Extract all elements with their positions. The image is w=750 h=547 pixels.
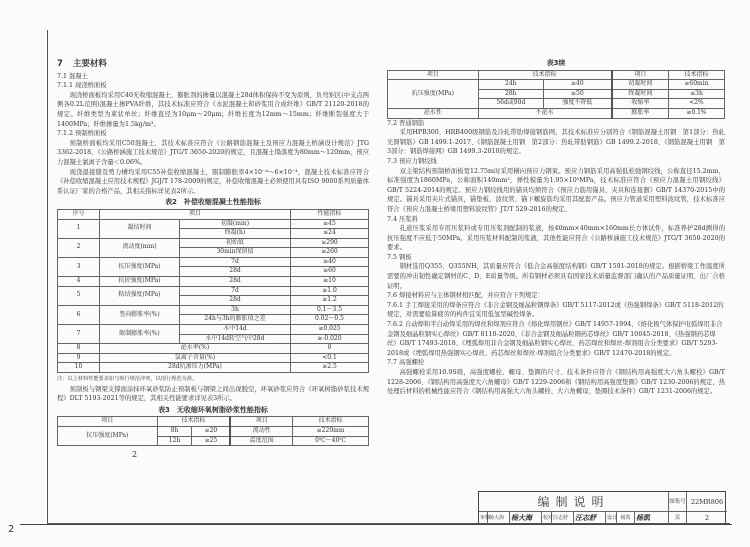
table-cell: 抗折强度(MPa) [100,277,180,287]
table-cell: ≥1.2 [291,296,369,306]
table-cell: 强度不降低 [543,99,611,109]
table-row [58,286,369,296]
paragraph-strand: 双主梁结构预制桥面板宽12.75m时采用横向预应力钢束。预应力钢筋采用高强低松弛钢绞线，公称直径15.2mm，标准强度为1860MPa，公称面积140mm²，弹性模量为1.95×10⁵MPa，技术标准应符合《预应力混凝土用钢绞线》GB/T 5224-2014的规定。预应力钢绞线用的锚具均须符合《预应力筋用锚具、夹具和连接器》GB/T 14370-2015中的规定。锚具采用夹片式锚具，锚垫板、波纹管、锚下螺旋筋均采用其配套产品。预应力管道采用塑料波纹管，技术标准应符合《预应力混凝土桥梁用塑料波纹管》JT/T 529-2016的规定。 [387,167,725,213]
table2-title: 表2 补偿收缩混凝土性能指标 [165,198,261,207]
table-cell: 氯离子含量(%) [100,353,291,363]
table-cell: 2 [58,238,100,257]
table-cell: ≥290 [291,238,369,248]
table-cell: 温度范围 [230,436,292,446]
table3-continued [387,70,725,119]
table-row [58,353,369,363]
table-cell: ≥60 [291,267,369,277]
table-cell: ≥45 [291,219,369,229]
table-cell: 不泌水 [478,108,612,118]
table-cell: 膨胀率 [612,108,669,118]
table-cell: ≥0.025 [291,325,369,335]
table3-continued-title: 表3续 [546,59,566,67]
checker-signature: 汪志舒 [574,512,606,524]
table-cell: 5 [58,286,100,305]
header-cell: 技术指标 [157,417,230,427]
header-cell: 技术指标 [668,70,724,80]
design-label: 设计 [606,512,617,524]
table-cell: 28h [478,89,543,99]
atlas-label: 图集号 [669,492,687,512]
header-cell: 技术指标 [478,70,612,80]
subsection-7-4: 7.4 压浆料 [387,215,418,223]
table3-title: 表3 无收缩环氧树脂砂浆性能指标 [158,405,268,414]
check-label: 校对 [542,512,552,524]
table-cell: 泌水率(%) [100,344,291,354]
table-row [58,219,369,229]
paragraph-bolts: 高强螺栓采用10.9S级，高强度螺栓、螺母、垫圈的尺寸、技术条件应符合《钢结构用高强度大六角头螺栓》GB/T 1228-2006、《钢结构用高强度大六角螺母》GB/T 1229-2006和《钢结构用高强度垫圈》GB/T 1230-2006的规定，热处理后材料的机械性能应符合《钢结构用高强大六角头螺栓、大六角螺母、垫圈技术条件》GB/T 1231-2006的规定。 [387,369,725,396]
section-heading [57,60,369,70]
review-label: 审核 [479,512,488,524]
table-cell: 12h [157,436,192,446]
header-cell: 序号 [58,209,100,219]
paragraph-compensating-concrete: 现浇湿接缝及剪力槽均采用C55补偿收缩混凝土，限制膨胀率4×10⁻⁴～6×10⁻⁴，混凝土技术标准应符合《补偿收缩混凝土应用技术规程》JGJ/T 178-2009的规定，补偿收缩混凝土必须使用具有ISO 9000系列质量体系认证厂家的合格产品，其相关指标详见表2所示。 [57,168,369,195]
table-cell: 初凝时间 [612,80,669,90]
table-row [58,209,369,219]
table-cell: 流动性 [230,426,292,436]
table-cell: 10 [58,363,100,373]
table-cell: 初凝(min) [180,219,291,229]
table-cell: ≥25 [192,436,230,446]
page-number: 2 [8,524,15,535]
table-cell: 9 [58,353,100,363]
header-cell: 项目 [230,417,292,427]
table-row [58,325,369,335]
page-number-box: 2 [704,514,710,522]
header-cell: 项目 [388,70,479,80]
table-cell: ≥1.0 [291,286,369,296]
subsection-7-3: 7.3 预应力钢绞线 [387,157,437,165]
paragraph-grout: 孔道压浆采用专用压浆料或专用压浆剂配制的浆液，按40mm×40mm×160mm长方体试件，标准养护28d测得的抗压强度不应低于50MPa。采用压浆材料配制的浆液，其他性能应符合《公路桥涵施工技术规范》JTG/T 3650-2020的要求。 [387,225,725,252]
table-cell: 抗压强度(MPa) [58,426,158,445]
table-cell: 0.1～3.5 [291,305,369,315]
table-cell: 56d或90d [478,99,543,109]
table-row [388,70,725,80]
subsection-7-1-1: 7.1.1 现浇桥面板 [57,82,107,90]
checker-name: 汪志舒 [552,512,574,524]
table-cell: 水中14d [180,325,291,335]
table-row [58,305,369,315]
table-cell: 流动度(mm) [100,238,180,257]
table-row [58,363,369,373]
subsection-7-5: 7.5 钢板 [387,253,412,261]
frame-bottom-line [20,524,732,525]
paragraph-precast-deck: 预制桥面板均采用C50混凝土，其技术标准应符合《公路钢筋混凝土及预应力混凝土桥涵设计规范》JTG 3362-2018、《公路桥涵施工技术规范》JTG/T 3650-2020的规定，且混凝土塌落度为80mm～120mm，预应力混凝土氯离子含量＜0.06%。 [57,139,369,166]
table-cell: 0℃～40℃ [293,436,369,446]
table-cell: ≥40 [543,80,611,90]
table-cell: 24h [478,80,543,90]
table-row [58,344,369,354]
table-row [58,417,369,427]
table-cell: 28d抗渗压力(MPa) [100,363,291,373]
table-cell: ≤24 [291,229,369,239]
table-cell: 抗压强度(MPa) [100,257,180,276]
subsection-7-6-1: 7.6.1 手工焊接采用的焊条应符合《非合金钢及细晶粒钢焊条》GB/T 5117-2012或《热强钢焊条》GB/T 5118-2012的规定，对需要验算疲劳的构件宜采用低氢型碱性焊条。 [387,301,724,319]
table-cell: 7 [58,325,100,344]
title-block [478,491,726,523]
page-label: 页 [669,512,687,524]
table-cell: 收缩率 [612,99,669,109]
table3-epoxy-performance [57,416,369,446]
table-cell: ≥-0.020 [291,334,369,344]
table-cell: 抗压强度(MPa) [388,80,479,109]
table-cell: 粘结强度(MPa) [100,286,180,305]
table-cell: 凝结时间 [100,219,180,238]
subsection-7-1: 7.1 混凝土 [57,72,88,80]
table-cell: ≥60min [668,80,724,90]
reviewer-signature: 杨大海 [510,512,542,524]
subsection-7-7: 7.7 高强螺栓 [387,359,425,367]
table-cell: ≥2.5 [291,363,369,373]
table2-concrete-performance [57,209,369,373]
table-cell: <2% [668,99,724,109]
reviewer-name: 杨大海 [488,512,510,524]
table-cell: 28d [180,296,291,306]
paragraph-steel-plate: 钢材选用Q355、Q355NH，其质量应符合《低合金高强度结构钢》GB/T 1591-2018的规定。根据桥梁工作温度所需要的冲击韧性确定钢材的C、D、E质量等级。所有钢材必须具有国家技术质量监督部门确认的产品质量证明、出厂合格证明。 [387,263,725,290]
subsection-7-6-2: 7.6.2 自动焊和半自动焊采用的焊丝和焊剂应符合《熔化焊用钢丝》GB/T 14957-1994、《熔化极气体保护电弧焊用非合金钢及细晶粒钢实心焊丝》GB/T 8110-2020、《非合金钢及细晶粒钢药芯焊丝》GB/T 10045-2018、《热强钢药芯焊丝》GB/T 17493-2018、《埋弧焊用非合金钢及细晶粒钢实心焊丝、药芯焊丝和焊丝-焊剂组合分类要求》GB/T 5293-2018或《埋弧焊用热强钢实心焊丝、药芯焊丝和焊丝-焊剂组合分类要求》GB/T 12470-2018的规定。 [387,321,723,357]
drawing-title: 编制说明 [479,492,669,512]
subsection-7-2: 7.2 普通钢筋 [387,119,425,127]
table-cell: 7d [180,286,291,296]
paragraph-epoxy-mortar: 预制板与钢梁支撑面涂抹环氧砂浆防止预制板与钢梁之间出现脱空，环氧砂浆应符合《环氧树脂砂浆技术规程》DLT 5193-2021等的规定，其相关性能要求详见表3所示。 [57,385,369,403]
table-cell: 3 [58,257,100,276]
table-row [388,80,725,90]
table-cell: <0.1 [291,353,369,363]
table-cell: ≥260 [291,248,369,258]
table-row [58,277,369,287]
atlas-number: 22MR806 [687,492,727,512]
section-title: 主要材料 [72,59,107,69]
table-cell: 4 [58,277,100,287]
designer-signature: 杨凯 [635,512,669,524]
header-cell: 技术指标 [293,417,369,427]
table-cell: ≥0.1% [668,108,724,118]
table-cell: ≥40 [291,257,369,267]
table-cell: ≥220mm [293,426,369,436]
table-cell: 28d [180,267,291,277]
section-number: 7 [57,59,63,69]
table-cell: 终凝(h) [180,229,291,239]
table-cell: 28d [180,277,291,287]
table-cell: 30min保留值 [180,248,291,258]
paragraph-rebar: 采用HPB300、HRB400级钢筋及冷轧带肋焊接钢筋网，其技术标准应分别符合《钢筋混凝土用钢 第1部分：热轧光圆钢筋》GB 1499.1-2017、《钢筋混凝土用钢 第2部分：热轧带肋钢筋》GB 1499.2-2018、《钢筋混凝土用钢 第3部分：钢筋焊接网》GB 1499.3-2010的规定。 [387,129,725,156]
table-row [58,257,369,267]
table-cell: 3h [180,305,291,315]
table-cell: ≤3h [668,89,724,99]
table-cell: ≥50 [543,89,611,99]
right-column [387,57,725,397]
designer-name: 杨凯 [617,512,635,524]
table-row [388,108,725,118]
table-cell: ≥20 [192,426,230,436]
table2-note: 注：以上材料性能要求如与现行规范冲突，以现行规范为准。 [57,376,198,382]
paragraph-cast-deck: 现浇桥面板均采用C40无收缩混凝土，膨胀剂的掺量以混凝土28d体积保持不变为原则，负弯矩区(中支点两侧各0.2L范围)混凝土掺PVA纤维，其技术标准应符合《水泥混凝土和砂浆用合成纤维》GB/T 21120-2018的规定。纤维类型为束状单丝；纤维直径为10μm～20μm；纤维长度为12mm～15mm；纤维断裂强度大于1400MPa；纤维掺量为1.5kg/m³。 [57,91,369,128]
stray-mark: 2 [132,450,138,459]
table-row [58,238,369,248]
table-cell: 8h [157,426,192,436]
left-column [57,60,369,446]
table-cell: 1 [58,219,100,238]
header-cell: 项目 [612,70,669,80]
table-cell: 8 [58,344,100,354]
table-cell: 7d [180,257,291,267]
header-cell: 性能指标 [291,209,369,219]
table-cell: 限制膨胀率(%) [100,325,180,344]
table-cell: 6 [58,305,100,324]
subsection-7-1-2: 7.1.2 预制桥面板 [57,130,107,138]
table-cell: 0.02～0.5 [291,315,369,325]
header-cell: 项目 [100,209,291,219]
table-cell: 终凝时间 [612,89,669,99]
subsection-7-6: 7.6 焊接材料应与主体钢材相匹配，并应符合下列规定： [387,292,544,300]
table-cell: 0 [291,344,369,354]
table-row [58,426,369,436]
table-cell: 泌水性 [388,108,479,118]
table-cell: 竖向膨胀率(%) [100,305,180,324]
table-cell: 初始值 [180,238,291,248]
table-cell: 24h与3h的膨胀值之差 [180,315,291,325]
table-cell: 水中14d转空气中28d [180,334,291,344]
header-cell: 项目 [58,417,158,427]
table-cell: ≥10 [291,277,369,287]
